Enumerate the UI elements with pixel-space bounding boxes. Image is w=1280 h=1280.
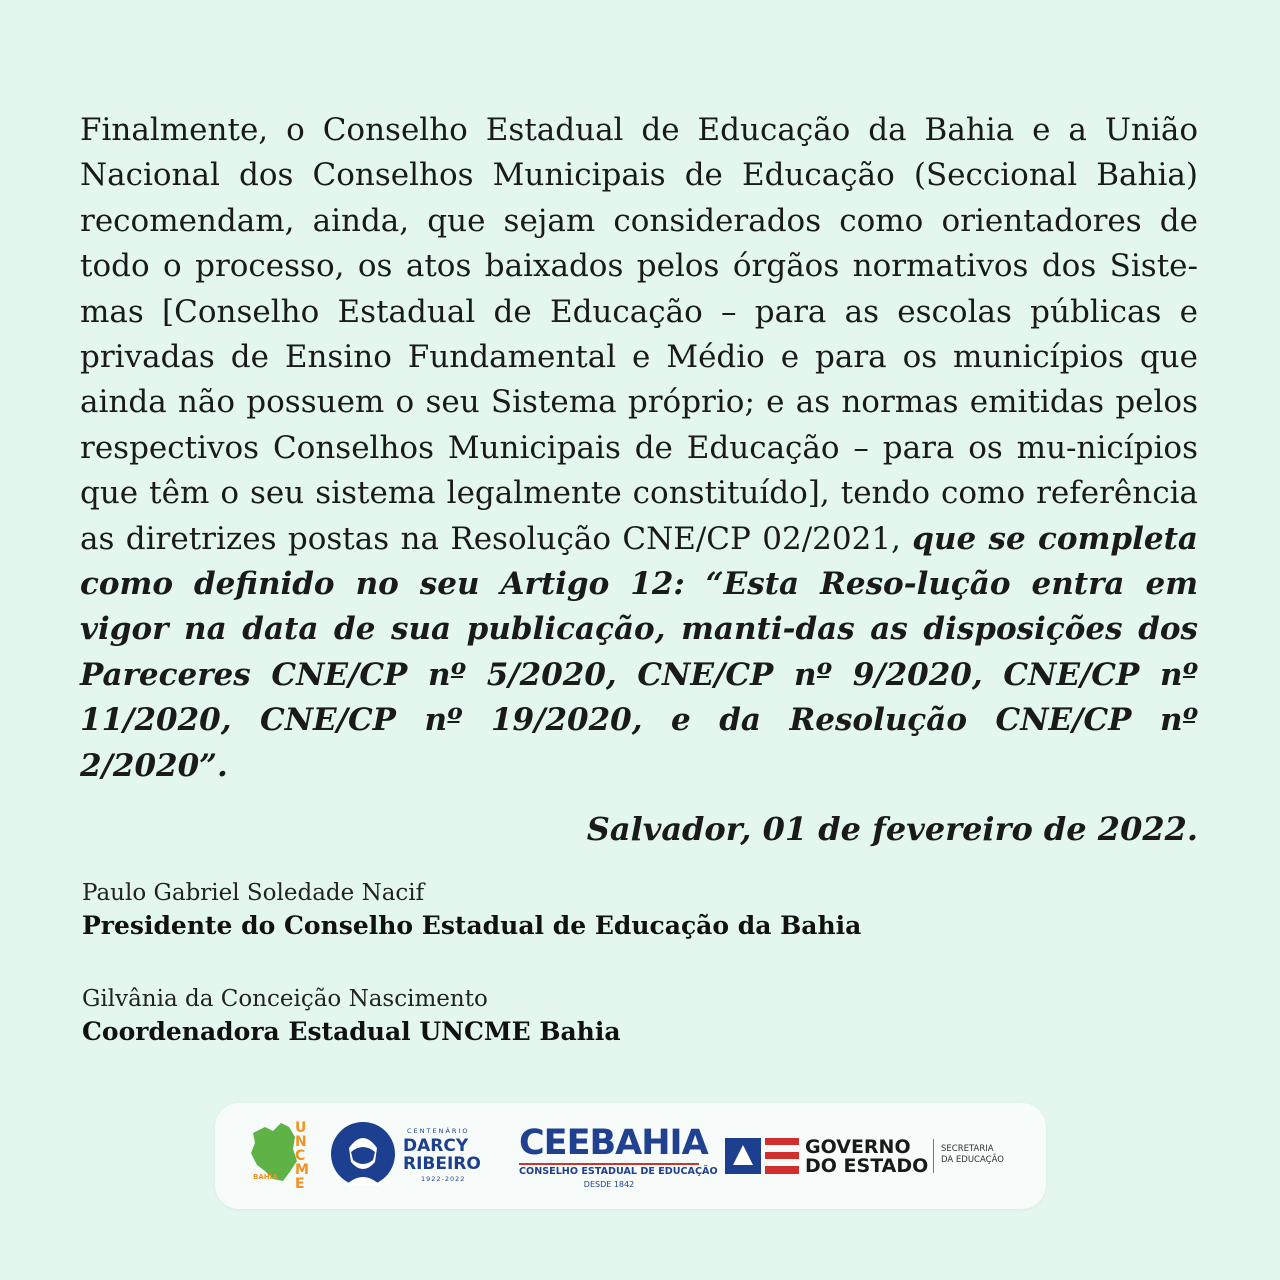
darcy-years: 1922-2022 bbox=[421, 1175, 466, 1183]
darcy-centenary-label: CENTENÁRIO bbox=[407, 1127, 470, 1135]
signature-coordinator bbox=[82, 984, 621, 1050]
uncme-state: BAHIA bbox=[253, 1173, 278, 1181]
signatory-role: Coordenadora Estadual UNCME Bahia bbox=[82, 1017, 621, 1046]
signatory-role: Presidente do Conselho Estadual de Educação da Bahia bbox=[82, 911, 862, 940]
gov-line1: GOVERNO bbox=[805, 1136, 911, 1158]
logo-bar bbox=[215, 1103, 1046, 1209]
gov-secretariat bbox=[941, 1144, 1004, 1166]
darcy-ribeiro-logo bbox=[329, 1103, 499, 1209]
cee-divider bbox=[519, 1163, 699, 1165]
darcy-portrait-icon bbox=[331, 1122, 395, 1186]
gov-sec-line2: DA EDUCAÇÃO bbox=[941, 1155, 1004, 1165]
uncme-logo bbox=[243, 1103, 313, 1209]
body-regular-text: Finalmente, o Conselho Estadual de Educação da Bahia e a União Nacional dos Conselhos Municipais de Educação (Seccional Bahia) recomendam, ainda, que sejam considerados como orientadores de todo o processo, os atos baixados pelos órgãos normativos dos Siste-mas [Conselho Estadual de Educação – para as escolas públicas e privadas de Ensino Fundamental e Médio e para os municípios que ainda não possuem o seu Sistema próprio; e as normas emitidas pelos respectivos Conselhos Municipais de Educação – para os mu-nicípios que têm o seu sistema legalmente constituído], tendo como referência as diretrizes postas na Resolução CNE/CP 02/2021, bbox=[80, 112, 1198, 557]
uncme-letters: UNCME bbox=[295, 1120, 309, 1192]
cee-since: DESDE 1842 bbox=[583, 1180, 635, 1189]
darcy-name-line1: DARCY bbox=[403, 1136, 469, 1156]
gov-divider bbox=[933, 1139, 934, 1173]
gov-line2: DO ESTADO bbox=[805, 1155, 929, 1177]
cee-title: CEEBAHIA bbox=[519, 1123, 708, 1163]
dateline: Salvador, 01 de fevereiro de 2022. bbox=[586, 810, 1198, 848]
ceebahia-logo bbox=[519, 1103, 718, 1209]
signatory-name: Paulo Gabriel Soledade Nacif bbox=[82, 880, 425, 906]
darcy-name-line2: RIBEIRO bbox=[403, 1154, 481, 1174]
gov-sec-line1: SECRETARIA bbox=[941, 1144, 994, 1154]
signature-president bbox=[82, 878, 861, 944]
governo-bahia-logo bbox=[723, 1103, 1023, 1209]
body-emphasis-text: que se completa como definido no seu Artigo 12: “Esta Reso-lução entra em vigor na data de sua publicação, manti-das as disposições dos Pareceres CNE/CP nº 5/2020, CNE/CP nº 9/2020, CNE/CP nº 11/2020, CNE/CP nº 19/2020, e da Resolução CNE/CP nº 2/2020”. bbox=[80, 520, 1198, 784]
signatory-name: Gilvânia da Conceição Nascimento bbox=[82, 986, 488, 1012]
bahia-flag-icon bbox=[723, 1103, 803, 1209]
body-paragraph bbox=[80, 108, 1198, 789]
cee-subtitle: CONSELHO ESTADUAL DE EDUCAÇÃO bbox=[519, 1166, 718, 1177]
